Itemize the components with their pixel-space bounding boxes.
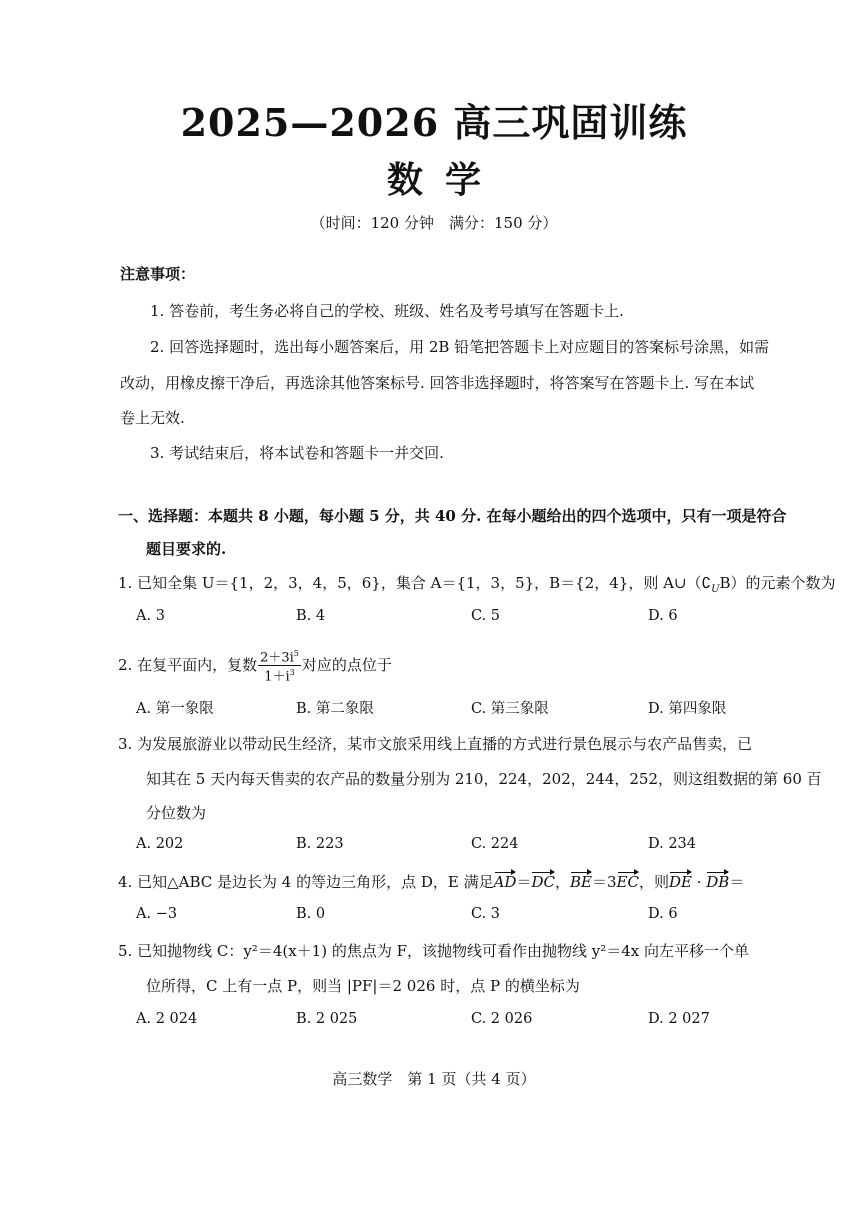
section-1-heading-cont: 题目要求的. [146,540,227,558]
question-2-option-b: B. 第二象限 [296,701,374,717]
question-5-option-b: B. 2 025 [296,1011,358,1027]
vector-be: BE [570,873,592,891]
then-text: ，则 [638,873,669,891]
question-1-option-c: C. 5 [471,608,501,624]
vector-db: DB [706,873,730,891]
question-2-stem [118,647,392,685]
fraction-denominator: 1＋i [264,669,290,685]
dot-operator: · [691,873,707,891]
question-2-stem-b: 对应的点位于 [301,655,392,674]
complex-fraction [258,647,301,685]
question-5-option-a: A. 2 024 [136,1011,198,1027]
question-1-option-d: D. 6 [648,608,678,624]
end-equals: ＝ [729,873,745,891]
vector-ad: AD [493,873,517,891]
question-3-option-d: D. 234 [648,836,697,852]
question-5-line-2: 位所得，C 上有一点 P，则当 |PF|＝2 026 时，点 P 的横坐标为 [146,977,580,995]
question-3-line-1: 3. 为发展旅游业以带动民生经济，某市文旅采用线上直播的方式进行景色展示与农产品售卖，已 [118,735,753,753]
question-3-option-a: A. 202 [136,836,184,852]
question-4-option-a: A. −3 [136,906,178,922]
notice-item-1: 1. 答卷前，考生务必将自己的学校、班级、姓名及考号填写在答题卡上. [150,302,624,320]
question-2-option-c: C. 第三象限 [471,701,549,717]
question-3-option-c: C. 224 [471,836,519,852]
vector-de: DE [668,873,692,891]
question-3-option-b: B. 223 [296,836,344,852]
question-1-stem [118,572,836,595]
question-5-option-d: D. 2 027 [648,1011,710,1027]
exam-meta: （时间：120 分钟 满分：150 分） [310,214,558,232]
question-4-option-c: C. 3 [471,906,501,922]
vector-dc: DC [531,873,555,891]
question-2-option-d: D. 第四象限 [648,701,727,717]
question-2-stem-a: 2. 在复平面内，复数 [118,655,258,674]
complement-symbol: $∁_U$ [701,574,720,595]
vector-ec: EC [616,873,639,891]
notice-item-2-line-1: 2. 回答选择题时，选出每小题答案后，用 2B 铅笔把答题卡上对应题目的答案标号涂黑，如需 [150,338,770,356]
question-5-line-1: 5. 已知抛物线 C：y²＝4(x＋1) 的焦点为 F，该抛物线可看作由抛物线 y²＝4x 向左平移一个单 [118,942,750,960]
equals-three: ＝3 [591,873,617,891]
page-footer: 高三数学 第 1 页（共 4 页） [332,1070,536,1088]
fraction-numerator: 2＋3i [260,650,294,666]
question-4-stem [118,871,744,892]
question-4-stem-a: 4. 已知△ABC 是边长为 4 的等边三角形，点 D，E 满足 [118,873,494,891]
numerator-exponent: 5 [293,649,299,658]
question-1-option-a: A. 3 [136,608,165,624]
question-1-stem-c: B）的元素个数为 [719,574,836,592]
question-5-option-c: C. 2 026 [471,1011,533,1027]
equals-sign: ＝ [516,873,532,891]
question-2-option-a: A. 第一象限 [136,701,214,717]
subject-title: 数学 [386,159,503,201]
question-4-option-b: B. 0 [296,906,326,922]
question-1-stem-a: 1. 已知全集 U＝{1，2，3，4，5，6}，集合 A＝{1，3，5}，B＝{2，4}，则 A∪（ [118,574,702,592]
comma: ， [554,873,570,891]
notice-item-3: 3. 考试结束后，将本试卷和答题卡一并交回. [150,444,444,462]
question-3-line-2: 知其在 5 天内每天售卖的农产品的数量分别为 210，224，202，244，252，则这组数据的第 60 百 [146,770,822,788]
notice-item-2-line-3: 卷上无效. [120,409,185,427]
notice-heading: 注意事项： [120,265,196,283]
question-4-option-d: D. 6 [648,906,678,922]
section-1-heading: 一、选择题：本题共 8 小题，每小题 5 分，共 40 分. 在每小题给出的四个选项中，只有一项是符合 [118,507,787,525]
denominator-exponent: 3 [289,668,295,678]
exam-title: 2025—2026 高三巩固训练 [180,100,688,145]
notice-item-2-line-2: 改动，用橡皮擦干净后，再选涂其他答案标号. 回答非选择题时，将答案写在答题卡上. 写在本试 [120,374,755,392]
question-3-line-3: 分位数为 [146,804,207,822]
question-1-option-b: B. 4 [296,608,326,624]
